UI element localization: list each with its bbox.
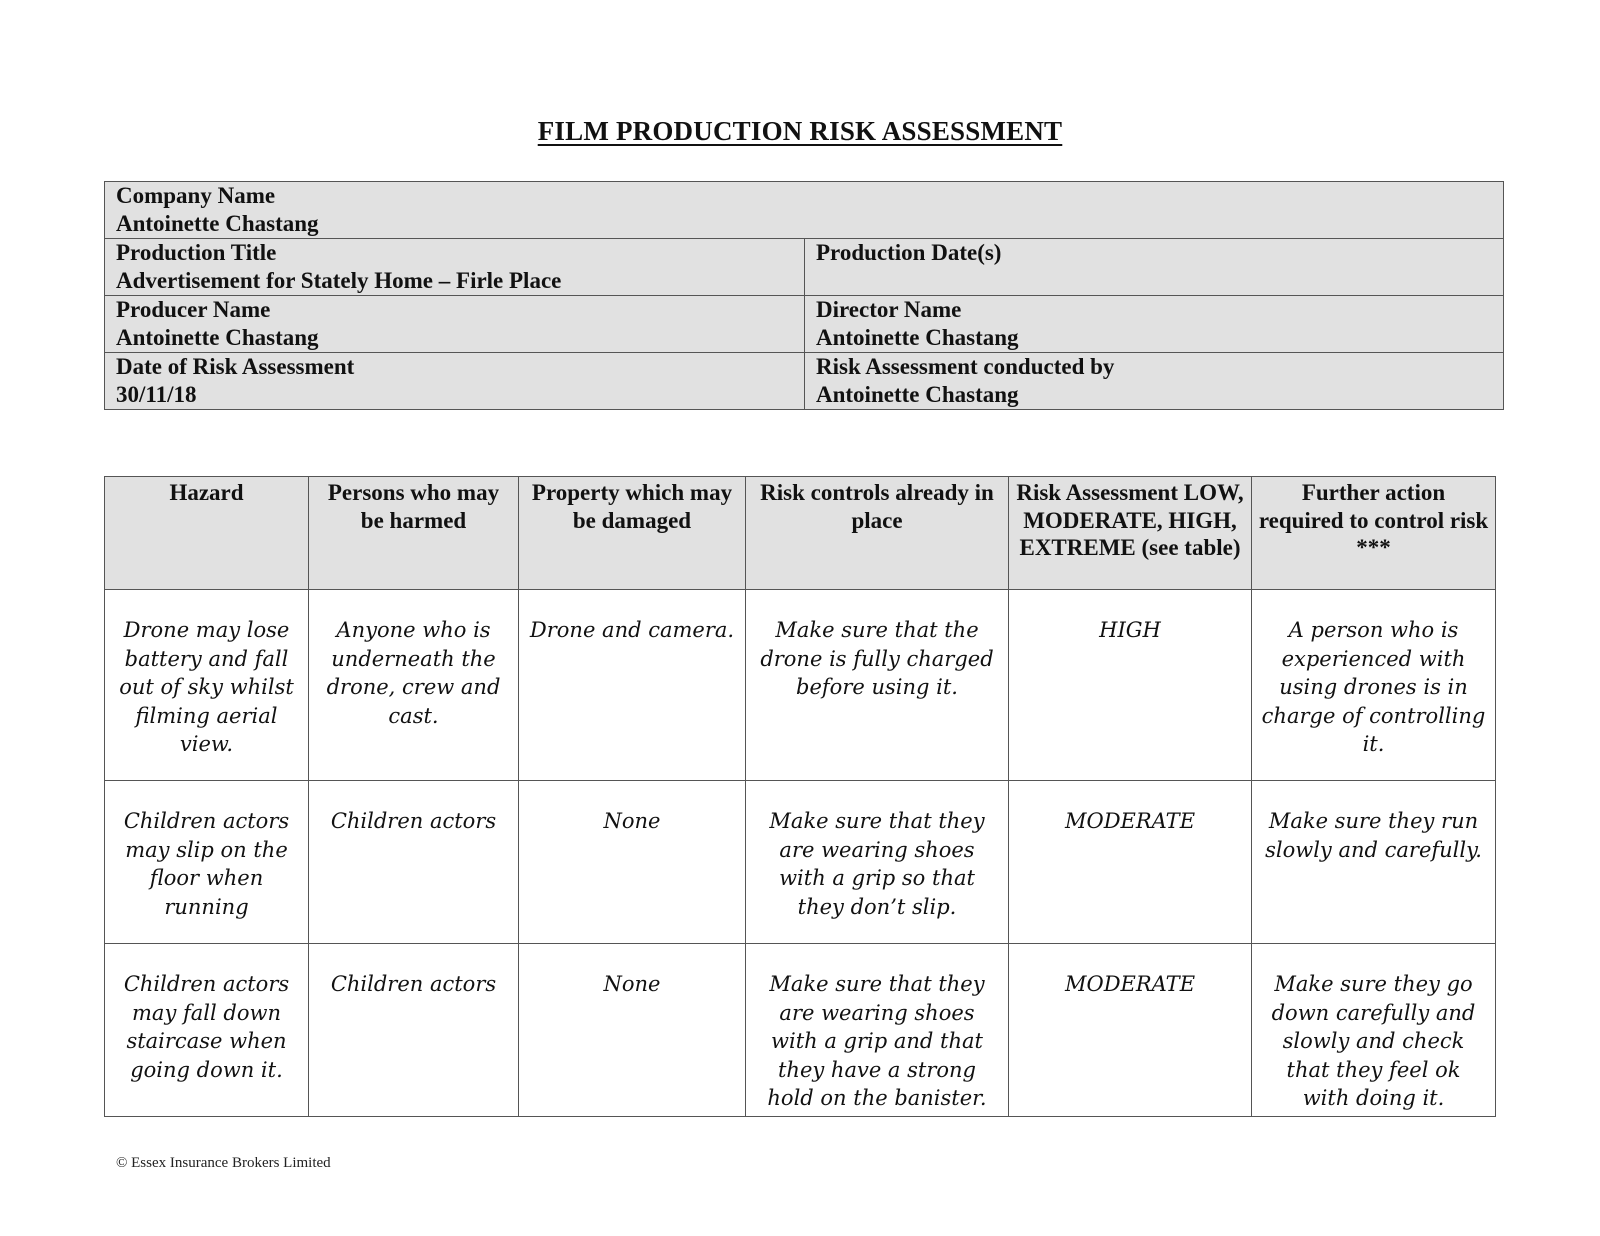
hazard-cell: Drone may lose battery and fall out of sky whilst filming aerial view. — [105, 590, 309, 781]
producer-name-value: Antoinette Chastang — [116, 325, 319, 350]
conducted-by-label: Risk Assessment conducted by — [816, 354, 1115, 379]
producer-name-label: Producer Name — [116, 297, 271, 322]
assessment-cell: HIGH — [1009, 590, 1252, 781]
info-row-production — [105, 239, 1504, 296]
conducted-by-value: Antoinette Chastang — [816, 382, 1019, 407]
document-title: FILM PRODUCTION RISK ASSESSMENT — [537, 116, 1063, 146]
further-action-cell: Make sure they run slowly and carefully. — [1252, 781, 1496, 944]
header-controls: Risk controls already in place — [746, 477, 1009, 590]
persons-cell: Anyone who is underneath the drone, crew and cast. — [309, 590, 519, 781]
persons-cell: Children actors — [309, 781, 519, 944]
table-row — [105, 590, 1496, 781]
production-dates-label: Production Date(s) — [816, 240, 1002, 265]
company-name-label: Company Name — [116, 183, 276, 208]
hazard-cell: Children actors may slip on the floor when running — [105, 781, 309, 944]
producer-cell — [105, 296, 805, 353]
company-name-value: Antoinette Chastang — [116, 211, 319, 236]
hazard-cell: Children actors may fall down staircase when going down it. — [105, 944, 309, 1117]
controls-cell: Make sure that they are wearing shoes with a grip and that they have a strong hold on the banister. — [746, 944, 1009, 1117]
controls-cell: Make sure that the drone is fully charged before using it. — [746, 590, 1009, 781]
header-hazard: Hazard — [105, 477, 309, 590]
director-cell — [805, 296, 1504, 353]
header-further-action: Further action required to control risk *** — [1252, 477, 1496, 590]
table-row — [105, 781, 1496, 944]
production-info-table — [104, 181, 1504, 410]
assessment-cell: MODERATE — [1009, 781, 1252, 944]
production-title-label: Production Title — [116, 240, 277, 265]
table-row — [105, 944, 1496, 1117]
director-name-label: Director Name — [816, 297, 962, 322]
assessment-date-value: 30/11/18 — [116, 382, 197, 407]
info-row-people — [105, 296, 1504, 353]
persons-cell: Children actors — [309, 944, 519, 1117]
info-row-company — [105, 182, 1504, 239]
risk-assessment-table — [104, 476, 1496, 1117]
info-row-assessment — [105, 353, 1504, 410]
property-cell: Drone and camera. — [519, 590, 746, 781]
header-assessment: Risk Assessment LOW, MODERATE, HIGH, EXTREME (see table) — [1009, 477, 1252, 590]
assessment-date-cell — [105, 353, 805, 410]
risk-header-row — [105, 477, 1496, 590]
assessment-cell: MODERATE — [1009, 944, 1252, 1117]
director-name-value: Antoinette Chastang — [816, 325, 1019, 350]
production-title-value: Advertisement for Stately Home – Firle Place — [116, 268, 562, 293]
header-persons: Persons who may be harmed — [309, 477, 519, 590]
property-cell: None — [519, 944, 746, 1117]
copyright-footer: © Essex Insurance Brokers Limited — [116, 1155, 331, 1171]
further-action-cell: A person who is experienced with using drones is in charge of controlling it. — [1252, 590, 1496, 781]
production-dates-cell — [805, 239, 1504, 296]
header-property: Property which may be damaged — [519, 477, 746, 590]
controls-cell: Make sure that they are wearing shoes with a grip so that they don’t slip. — [746, 781, 1009, 944]
conducted-by-cell — [805, 353, 1504, 410]
company-cell — [105, 182, 1504, 239]
further-action-cell: Make sure they go down carefully and slowly and check that they feel ok with doing it. — [1252, 944, 1496, 1117]
property-cell: None — [519, 781, 746, 944]
production-title-cell — [105, 239, 805, 296]
assessment-date-label: Date of Risk Assessment — [116, 354, 355, 379]
